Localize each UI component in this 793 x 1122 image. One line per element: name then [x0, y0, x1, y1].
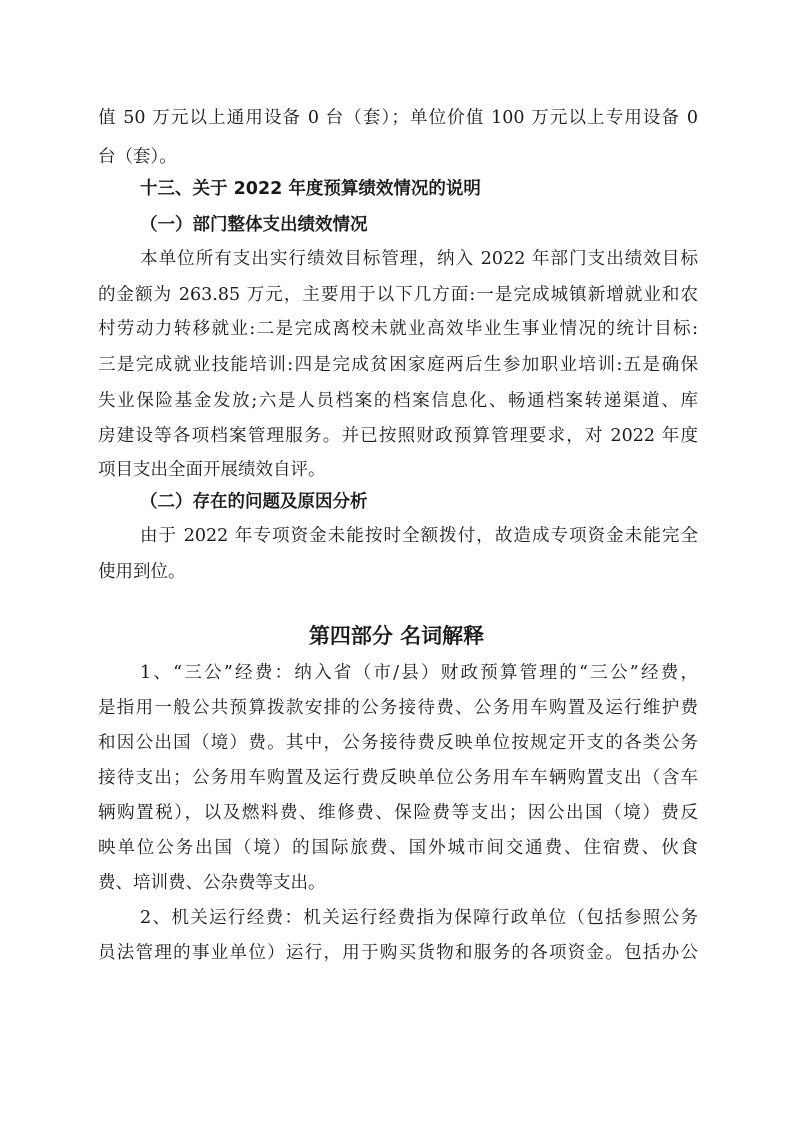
body-text-line: 接待支出；公务用车购置及运行费反映单位公务用车车辆购置支出（含车	[98, 768, 698, 788]
body-text-line: 员法管理的事业单位）运行，用于购买货物和服务的各项资金。包括办公	[98, 943, 698, 963]
body-text-line: 2、机关运行经费：机关运行经费指为保障行政单位（包括参照公务	[140, 908, 698, 928]
body-text-line: 1、“三公”经费：纳入省（市/县）财政预算管理的“三公”经费，	[140, 663, 698, 683]
body-text-line: 使用到位。	[98, 562, 186, 582]
body-text-line: 值 50 万元以上通用设备 0 台（套）；单位价值 100 万元以上专用设备 0	[98, 108, 698, 128]
body-text-line: 由于 2022 年专项资金未能按时全额拨付，故造成专项资金未能完全	[140, 526, 698, 546]
subsection-heading: （二）存在的问题及原因分析	[140, 492, 368, 512]
body-text-line: 失业保险基金发放;六是人员档案的档案信息化、畅通档案转递渠道、库	[98, 391, 698, 411]
body-text-line: 映单位公务出国（境）的国际旅费、国外城市间交通费、住宿费、伙食	[98, 838, 698, 858]
body-text-line: 村劳动力转移就业:二是完成离校未就业高效毕业生事业情况的统计目标:	[98, 319, 698, 339]
body-text-line: 房建设等各项档案管理服务。并已按照财政预算管理要求，对 2022 年度	[98, 426, 698, 446]
body-text-line: 本单位所有支出实行绩效目标管理，纳入 2022 年部门支出绩效目标	[140, 249, 698, 269]
body-text-line: 辆购置税），以及燃料费、维修费、保险费等支出；因公出国（境）费反	[98, 803, 698, 823]
section-heading: 十三、关于 2022 年度预算绩效情况的说明	[140, 179, 481, 199]
part-title: 第四部分 名词解释	[308, 624, 485, 648]
body-text-line: 项目支出全面开展绩效自评。	[98, 460, 326, 480]
body-text-line: 和因公出国（境）费。其中，公务接待费反映单位按规定开支的各类公务	[98, 733, 698, 753]
body-text-line: 的金额为 263.85 万元，主要用于以下几方面:一是完成城镇新增就业和农	[98, 285, 698, 305]
body-text-line: 费、培训费、公杂费等支出。	[98, 873, 326, 893]
subsection-heading: （一）部门整体支出绩效情况	[140, 215, 368, 235]
body-text-line: 台（套）。	[98, 147, 177, 167]
body-text-line: 三是完成就业技能培训:四是完成贫困家庭两后生参加职业培训:五是确保	[98, 355, 698, 375]
body-text-line: 是指用一般公共预算拨款安排的公务接待费、公务用车购置及运行维护费	[98, 698, 698, 718]
